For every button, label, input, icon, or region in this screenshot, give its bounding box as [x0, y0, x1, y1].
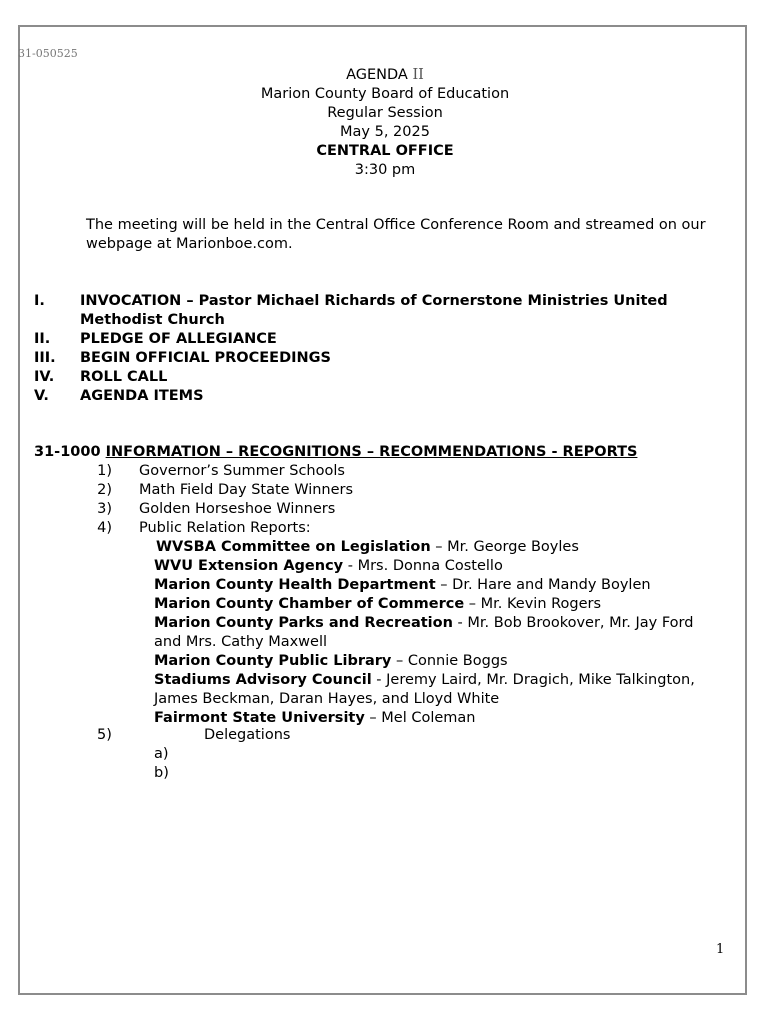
report-entry: [154, 576, 714, 595]
section-number: I.: [34, 293, 45, 309]
report-entry: [154, 538, 714, 557]
report-entry: [154, 652, 714, 671]
report-entry: [154, 557, 714, 576]
item-text: Public Relation Reports:: [139, 520, 311, 536]
section-number: V.: [34, 388, 49, 404]
report-entry: [154, 595, 714, 614]
report-separator: –: [430, 539, 448, 555]
session-type: Regular Session: [327, 105, 443, 121]
item-text: Delegations: [204, 727, 291, 743]
public-relation-reports: [154, 538, 714, 728]
section-text: INVOCATION – Pastor Michael Richards of Cornerstone Ministries United Methodist Church: [80, 293, 668, 328]
report-separator: –: [391, 653, 408, 669]
section-item: [34, 349, 720, 368]
report-separator: -: [343, 558, 358, 574]
list-item: [86, 481, 353, 500]
item-number: 3): [97, 501, 112, 517]
meeting-location: CENTRAL OFFICE: [316, 143, 454, 159]
list-item: [86, 500, 353, 519]
report-org: WVU Extension Agency: [154, 558, 344, 574]
section-text: BEGIN OFFICIAL PROCEEDINGS: [80, 350, 331, 366]
section-item: [34, 292, 720, 330]
sub-item-a: a): [154, 746, 169, 762]
item-number: 5): [97, 727, 112, 743]
agenda-sections: [34, 292, 720, 406]
report-org: Marion County Chamber of Commerce: [154, 596, 465, 612]
document-id: 31-050525: [18, 47, 78, 60]
delegations-item: [97, 726, 291, 745]
report-separator: –: [435, 577, 453, 593]
section-text: PLEDGE OF ALLEGIANCE: [80, 331, 277, 347]
report-org: Marion County Public Library: [154, 653, 392, 669]
section-number: II.: [34, 331, 51, 347]
report-entry: [154, 671, 714, 709]
report-people: Jeremy Laird, Mr. Dragich, Mike Talkington, James Beckman, Daran Hayes, and Lloyd White: [154, 672, 695, 707]
report-separator: -: [452, 615, 468, 631]
item-text: Golden Horseshoe Winners: [139, 501, 336, 517]
list-item: [86, 462, 353, 481]
item-text: Math Field Day State Winners: [139, 482, 354, 498]
page-number: 1: [716, 942, 725, 957]
info-section-title: INFORMATION – RECOGNITIONS – RECOMMENDATIONS - REPORTS: [105, 444, 638, 460]
report-separator: -: [371, 672, 387, 688]
report-people: Dr. Hare and Mandy Boylen: [452, 577, 651, 593]
agenda-number: II: [412, 67, 424, 83]
report-org: WVSBA Committee on Legislation: [156, 539, 431, 555]
report-people: Mel Coleman: [381, 710, 476, 726]
section-item: [34, 387, 720, 406]
report-org: Marion County Parks and Recreation: [154, 615, 453, 631]
section-item: [34, 330, 720, 349]
report-people: Mrs. Donna Costello: [357, 558, 503, 574]
report-org: Stadiums Advisory Council: [154, 672, 372, 688]
section-text: AGENDA ITEMS: [80, 388, 204, 404]
section-item: [34, 368, 720, 387]
item-number: 1): [97, 463, 112, 479]
report-people: Connie Boggs: [407, 653, 508, 669]
agenda-word: AGENDA: [346, 67, 408, 83]
meeting-time: 3:30 pm: [354, 162, 416, 178]
organization-name: Marion County Board of Education: [260, 86, 510, 102]
item-number: 4): [97, 520, 112, 536]
report-people: Mr. Kevin Rogers: [480, 596, 602, 612]
report-people: Mr. George Boyles: [447, 539, 579, 555]
item-text: Governor’s Summer Schools: [139, 463, 345, 479]
info-items-list: [86, 462, 353, 538]
section-text: ROLL CALL: [80, 369, 168, 385]
report-separator: –: [464, 596, 481, 612]
sub-item-b: b): [154, 765, 169, 781]
section-number: III.: [34, 350, 56, 366]
report-separator: –: [364, 710, 382, 726]
agenda-header: [0, 66, 770, 180]
report-entry: [154, 614, 714, 652]
report-org: Fairmont State University: [154, 710, 365, 726]
report-people: Mr. Bob Brookover, Mr. Jay Ford and Mrs. Cathy Maxwell: [154, 615, 694, 650]
info-section-code: 31-1000: [34, 444, 101, 460]
meeting-date: May 5, 2025: [340, 124, 430, 140]
section-number: IV.: [34, 369, 55, 385]
report-org: Marion County Health Department: [154, 577, 436, 593]
info-section-heading: [34, 443, 637, 462]
agenda-title: [0, 66, 770, 85]
item-number: 2): [97, 482, 112, 498]
meeting-notice: The meeting will be held in the Central Office Conference Room and streamed on our webpage at Marionboe.com.: [86, 217, 706, 252]
list-item: [86, 519, 353, 538]
